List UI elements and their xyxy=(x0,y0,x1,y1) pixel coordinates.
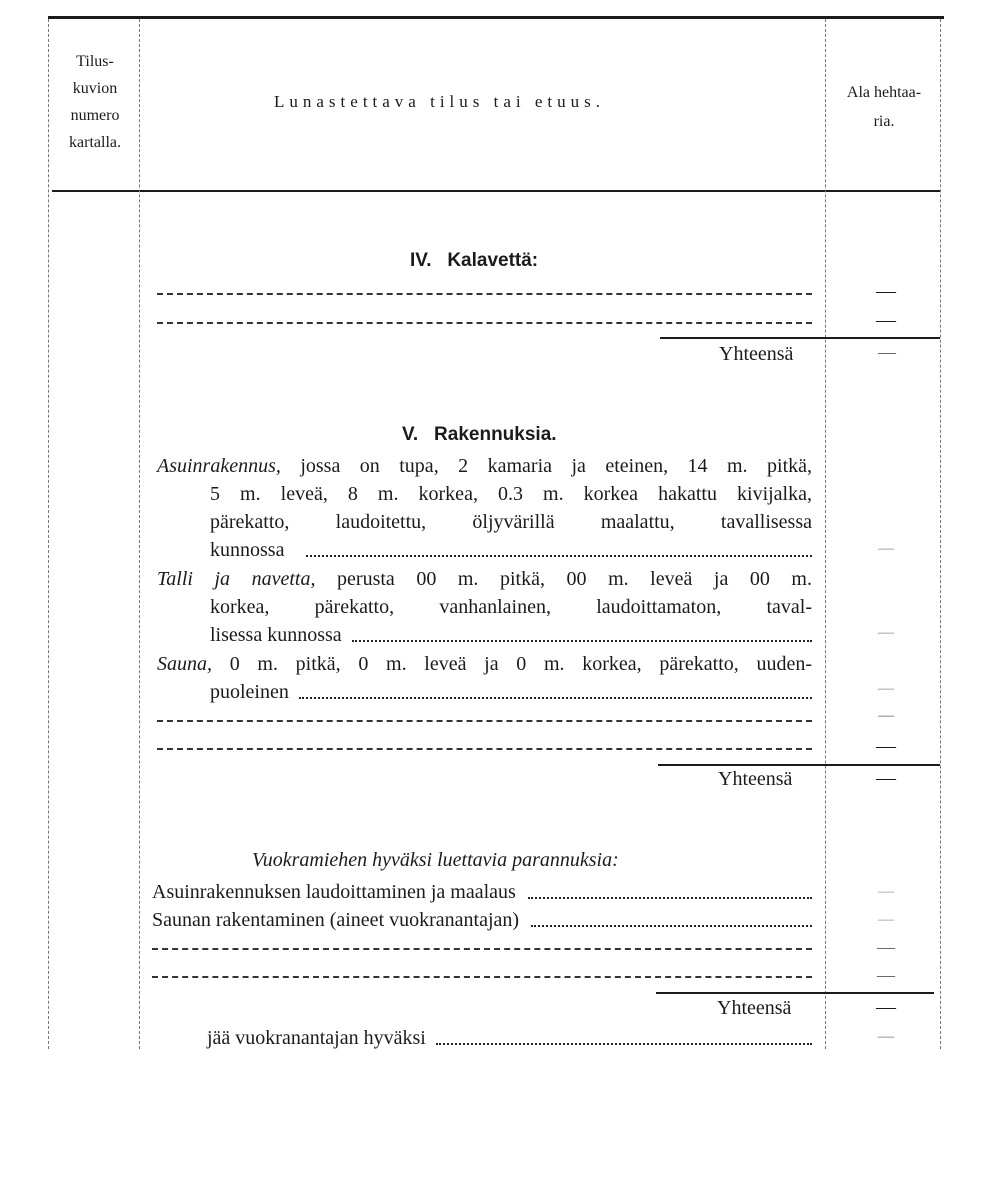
improvements-dash-amount: — xyxy=(877,965,895,985)
building-desc-last: kunnossa xyxy=(210,536,812,564)
header-col3-line: Ala hehtaa- xyxy=(846,84,922,101)
leader-dots xyxy=(528,878,812,899)
building-name: Talli ja navetta, xyxy=(157,568,316,590)
building-desc-last: lisessa kunnossa xyxy=(210,621,812,649)
section4-amount: — xyxy=(876,309,896,331)
building-entry xyxy=(157,565,812,649)
building-desc: jossa on tupa, 2 kamaria ja eteinen, 14 m. pitkä, xyxy=(280,455,812,477)
improvements-dash-amount: — xyxy=(877,937,895,957)
improvement-item xyxy=(152,906,812,934)
building-desc: perusta 00 m. pitkä, 00 m. leveä ja 00 m. xyxy=(315,568,812,590)
building-amount: — xyxy=(878,540,894,557)
section4-blank-row xyxy=(157,322,812,324)
building-name: Sauna, xyxy=(157,653,212,675)
header-col1 xyxy=(52,48,138,156)
building-desc: 0 m. pitkä, 0 m. leveä ja 0 m. korkea, pärekatto, uuden- xyxy=(212,653,812,675)
section5-total-amount: — xyxy=(876,767,896,789)
section5-blank-row xyxy=(157,720,812,722)
remaining-label: jää vuokranantajan hyväksi xyxy=(207,1027,426,1049)
header-col1-line: Tilus- xyxy=(76,53,114,70)
building-desc-last: puoleinen xyxy=(210,678,812,706)
improvements-total-rule xyxy=(656,992,934,994)
header-col3 xyxy=(828,78,940,136)
improvements-total-label: Yhteensä xyxy=(717,997,792,1019)
building-entry xyxy=(157,650,812,706)
right-border xyxy=(940,19,941,1049)
improvement-item xyxy=(152,878,812,906)
building-entry xyxy=(157,452,812,564)
section4-title: IV. Kalavettä: xyxy=(410,250,539,271)
improvements-title: Vuokramiehen hyväksi luettavia parannuksia: xyxy=(252,849,619,871)
improvement-amount: — xyxy=(878,883,894,900)
top-rule xyxy=(48,16,944,19)
leader-dots xyxy=(531,906,812,927)
section4-total-amount: — xyxy=(878,342,896,362)
building-amount: — xyxy=(878,680,894,697)
header-col3-line: ria. xyxy=(873,113,895,130)
improvement-text: Asuinrakennuksen laudoittaminen ja maalaus xyxy=(152,881,516,903)
leader-dots xyxy=(436,1024,812,1045)
building-desc: pärekatto, laudoitettu, öljyvärillä maalattu, tavallisessa xyxy=(210,511,812,533)
leader-dots xyxy=(306,536,812,557)
building-name: Asuinrakennus, xyxy=(157,455,281,477)
header-col1-line: kartalla. xyxy=(69,134,121,151)
section4-amount: — xyxy=(876,280,896,302)
building-desc: korkea, pärekatto, vanhanlainen, laudoittamaton, taval- xyxy=(210,596,812,618)
improvements-blank-row xyxy=(152,948,812,950)
left-border xyxy=(48,19,49,1049)
header-col1-line: kuvion xyxy=(72,80,118,97)
remaining-row xyxy=(207,1024,812,1052)
section4-total-rule xyxy=(660,337,940,339)
section4-blank-row xyxy=(157,293,812,295)
building-amount: — xyxy=(878,624,894,641)
improvement-amount: — xyxy=(878,911,894,928)
building-desc: 5 m. leveä, 8 m. korkea, 0.3 m. korkea hakattu kivijalka, xyxy=(210,483,812,505)
section5-blank-row xyxy=(157,748,812,750)
remaining-amount: — xyxy=(878,1028,894,1045)
header-col1-line: numero xyxy=(70,107,120,124)
leader-dots xyxy=(299,678,812,699)
improvements-total-amount: — xyxy=(876,996,896,1018)
section5-title: V. Rakennuksia. xyxy=(402,424,557,445)
col1-divider xyxy=(139,19,140,1049)
header-rule xyxy=(52,190,940,192)
header-col2: Lunastettava tilus tai etuus. xyxy=(274,92,606,111)
section4-total-label: Yhteensä xyxy=(719,343,794,365)
leader-dots xyxy=(352,621,812,642)
improvement-text: Saunan rakentaminen (aineet vuokranantajan) xyxy=(152,909,520,931)
improvements-blank-row xyxy=(152,976,812,978)
col2-divider xyxy=(825,19,826,1049)
section5-amount: — xyxy=(878,707,894,724)
section5-total-rule xyxy=(658,764,940,766)
section5-amount: — xyxy=(876,735,896,757)
section5-total-label: Yhteensä xyxy=(718,768,793,790)
